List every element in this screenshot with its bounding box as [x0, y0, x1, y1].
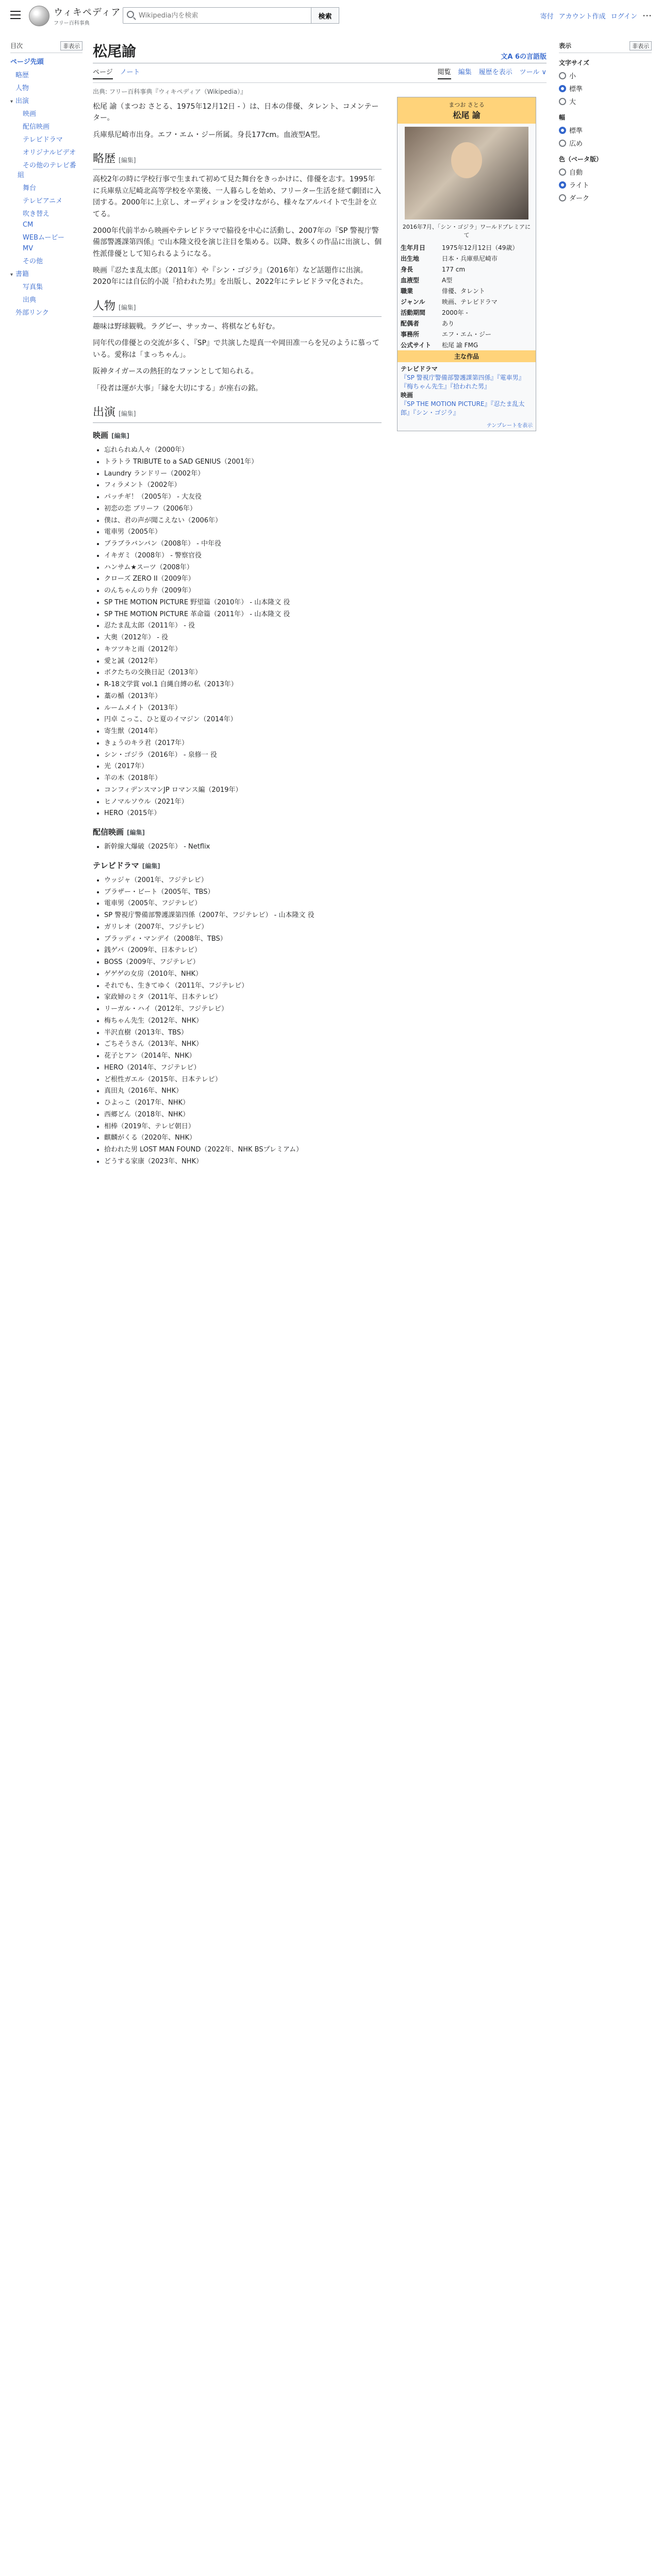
- list-item[interactable]: • それでも、生きてゆく（2011年、フジテレビ）: [104, 980, 548, 992]
- tab-tools[interactable]: ツール ∨: [519, 69, 547, 76]
- list-item[interactable]: • ゲゲゲの女房（2010年、NHK）: [104, 969, 548, 980]
- width-heading: 幅: [559, 114, 566, 121]
- list-item[interactable]: • 電車男（2005年、フジテレビ）: [104, 898, 548, 910]
- person-paragraph: 趣味は野球観戦。ラグビー、サッカー、将棋なども好む。: [93, 323, 280, 331]
- text-size-option[interactable]: [559, 69, 652, 82]
- list-item[interactable]: • きょうのキラ君（2017年）: [104, 738, 548, 750]
- radio-icon[interactable]: [559, 127, 566, 134]
- toc-item-label: その他のテレビ番組: [18, 162, 76, 179]
- toc-item-label: 吹き替え: [23, 210, 50, 218]
- text-size-option-label: 標準: [569, 86, 583, 93]
- infobox-row: [398, 275, 536, 285]
- list-item[interactable]: • ブラッディ・マンデイ（2008年、TBS）: [104, 934, 548, 945]
- list-item[interactable]: • シン・ゴジラ（2016年） - 泉修一 役: [104, 750, 548, 761]
- infobox-works-header: 主な作品: [398, 350, 536, 362]
- infobox-works-film-heading: 映画: [401, 392, 413, 399]
- infobox-row: [398, 329, 536, 340]
- infobox-label: 職業: [401, 287, 413, 295]
- infobox-row: [398, 340, 536, 350]
- toc-item[interactable]: [10, 107, 82, 120]
- list-item[interactable]: • のんちゃんのり弁（2009年）: [104, 585, 548, 597]
- list-item[interactable]: • ひよっこ（2017年、NHK）: [104, 1097, 548, 1109]
- infobox-row: [398, 296, 536, 307]
- width-option[interactable]: [559, 124, 652, 137]
- list-item[interactable]: • ルームメイト（2013年）: [104, 703, 548, 715]
- section-heading-bio: 略歴 [編集]: [93, 150, 382, 170]
- list-item[interactable]: • 拾われた男 LOST MAN FOUND（2022年、NHK BSプレミアム）: [104, 1144, 548, 1156]
- person-paragraph: 阪神タイガースの熱狂的なファンとして知られる。: [93, 367, 258, 376]
- search-icon: [127, 11, 134, 18]
- toc-item[interactable]: [10, 243, 82, 254]
- toc-item-label: 書籍: [15, 270, 29, 278]
- infobox-value: 2000年 -: [442, 309, 468, 316]
- infobox-works-film[interactable]: 『SP THE MOTION PICTURE』『忍たま乱太郎』『シン・ゴジラ』: [401, 400, 525, 416]
- tv-list: [104, 875, 548, 1168]
- infobox-photo[interactable]: [405, 127, 528, 219]
- edit-link[interactable]: [編集]: [142, 862, 160, 870]
- infobox-value: あり: [442, 320, 455, 327]
- login-link[interactable]: ログイン: [610, 13, 637, 21]
- infobox-value: A型: [442, 277, 453, 284]
- tab-edit[interactable]: 編集: [458, 69, 472, 76]
- tab-read[interactable]: 閲覧: [438, 66, 451, 79]
- toc-item[interactable]: [10, 280, 82, 293]
- toc-item[interactable]: [10, 181, 82, 194]
- color-heading: 色（ベータ版）: [559, 156, 603, 163]
- toc-item-label: 出典: [23, 296, 37, 304]
- toc-item-label: 配信映画: [23, 123, 50, 131]
- list-item[interactable]: • 忘れられぬ人々（2000年）: [104, 445, 548, 456]
- globe-logo-icon: [29, 6, 49, 26]
- page-title: 松尾諭: [93, 43, 137, 60]
- list-item[interactable]: • リーガル・ハイ（2012年、フジテレビ）: [104, 1004, 548, 1015]
- toc-item[interactable]: [10, 219, 82, 230]
- section-heading-person: 人物 [編集]: [93, 297, 382, 317]
- search-input[interactable]: [123, 7, 311, 24]
- color-option[interactable]: [559, 191, 652, 204]
- toc-item[interactable]: [10, 207, 82, 219]
- list-item[interactable]: • 半沢直樹（2013年、TBS）: [104, 1027, 548, 1039]
- list-item[interactable]: • 電車男（2005年）: [104, 527, 548, 538]
- list-item[interactable]: • 西郷どん（2018年、NHK）: [104, 1109, 548, 1121]
- list-item[interactable]: • HERO（2014年、フジテレビ）: [104, 1062, 548, 1074]
- toc-item-label: WEBムービー: [23, 234, 64, 242]
- edit-link[interactable]: [編集]: [127, 829, 145, 837]
- list-item[interactable]: • 藁の楯（2013年）: [104, 691, 548, 703]
- list-item[interactable]: • 銭ゲバ（2009年、日本テレビ）: [104, 945, 548, 957]
- toc-item-label: 外部リンク: [15, 309, 49, 317]
- list-item[interactable]: • クローズ ZERO II（2009年）: [104, 573, 548, 585]
- vod-list: [104, 841, 548, 853]
- list-item[interactable]: • SP THE MOTION PICTURE 野望篇（2010年） - 山本隆文 役: [104, 597, 548, 609]
- infobox-label: 事務所: [401, 331, 420, 338]
- radio-icon[interactable]: [559, 98, 566, 105]
- list-item[interactable]: • ヒノマルソウル（2021年）: [104, 796, 548, 808]
- toc-item[interactable]: [10, 81, 82, 94]
- list-item[interactable]: • どうする家康（2023年、NHK）: [104, 1156, 548, 1168]
- radio-icon[interactable]: [559, 181, 566, 189]
- toc-item-label: 写真集: [23, 283, 43, 291]
- site-header: [0, 0, 662, 31]
- donate-link[interactable]: 寄付: [540, 13, 554, 21]
- toc-item-label: MV: [23, 245, 34, 252]
- create-account-link[interactable]: アカウント作成: [558, 13, 606, 21]
- toc-top-link[interactable]: ページ先頭: [10, 58, 44, 66]
- list-item[interactable]: • 寄生獣（2014年）: [104, 726, 548, 738]
- list-item[interactable]: • 家政婦のミタ（2011年、日本テレビ）: [104, 992, 548, 1004]
- list-item[interactable]: • 花子とアン（2014年、NHK）: [104, 1050, 548, 1062]
- language-button[interactable]: 文A 6の言語版: [501, 53, 547, 61]
- edit-link[interactable]: [編集]: [119, 303, 136, 311]
- list-item[interactable]: • ガリレオ（2007年、フジテレビ）: [104, 922, 548, 934]
- toc-item-label: その他: [23, 258, 43, 265]
- list-item[interactable]: • 光（2017年）: [104, 761, 548, 773]
- list-item[interactable]: • 羊の木（2018年）: [104, 773, 548, 785]
- list-item[interactable]: • トラトラ TRIBUTE to a SAD GENIUS（2001年）: [104, 456, 548, 468]
- radio-icon[interactable]: [559, 140, 566, 147]
- toc-item[interactable]: [10, 194, 82, 207]
- toc-item[interactable]: [10, 230, 82, 243]
- person-paragraph: 「役者は運が大事」「縁を大切にする」が座右の銘。: [93, 384, 262, 393]
- toc-item[interactable]: [10, 267, 82, 280]
- list-item[interactable]: • ど根性ガエル（2015年、日本テレビ）: [104, 1074, 548, 1086]
- toc-item[interactable]: [10, 158, 82, 181]
- toc-hide-button[interactable]: 非表示: [60, 41, 82, 50]
- infobox-value: 1975年12月12日（49歳）: [442, 244, 519, 251]
- infobox-value: 日本・兵庫県尼崎市: [442, 255, 498, 262]
- list-item[interactable]: • 相棒（2019年、テレビ朝日）: [104, 1121, 548, 1133]
- list-item[interactable]: • 円卓 こっこ、ひと夏のイマジン（2014年）: [104, 714, 548, 726]
- toc-item[interactable]: [10, 120, 82, 132]
- infobox-row: [398, 242, 536, 253]
- list-item[interactable]: • ハンサム★スーツ（2008年）: [104, 562, 548, 574]
- list-item[interactable]: • ボクたちの交換日記（2013年）: [104, 667, 548, 679]
- toc-item[interactable]: [10, 132, 82, 145]
- toc-item-label: 舞台: [23, 184, 37, 192]
- tab-page[interactable]: ページ: [93, 66, 113, 79]
- color-option-label: 自動: [569, 169, 583, 177]
- toc-item-label: 略歴: [15, 72, 29, 79]
- list-item[interactable]: • ブラブラバンバン（2008年） - 中年役: [104, 538, 548, 550]
- toc-item-label: オリジナルビデオ: [23, 149, 76, 157]
- toc-item[interactable]: [10, 306, 82, 318]
- toc-item-label: CM: [23, 221, 34, 229]
- more-options-icon[interactable]: ⋯: [642, 10, 652, 21]
- infobox-works-tv[interactable]: 『SP 警視庁警備部警護課第四係』『電車男』『梅ちゃん先生』『拾われた男』: [401, 374, 525, 390]
- infobox-label: 身長: [401, 266, 413, 273]
- infobox-row: [398, 264, 536, 275]
- chevron-down-icon: ▾: [10, 272, 13, 278]
- infobox-works-tv-heading: テレビドラマ: [401, 365, 438, 372]
- tab-history[interactable]: 履歴を表示: [478, 69, 512, 76]
- toc-item[interactable]: [10, 145, 82, 158]
- from-wikipedia: 出典: フリー百科事典『ウィキペディア（Wikipedia）』: [93, 88, 247, 95]
- list-item[interactable]: • ウッジャ（2001年、フジテレビ）: [104, 875, 548, 887]
- list-item[interactable]: • SP THE MOTION PICTURE 革命篇（2011年） - 山本隆文 役: [104, 609, 548, 621]
- bio-paragraph: 高校2年の時に学校行事で生まれて初めて見た舞台をきっかけに、俳優を志す。1995年に兵庫県立尼崎北高等学校を卒業後、一人暮らしを始め、フリーター生活を経て劇団に入団する。2000年に上京し、オーディションを受けながら、様々なアルバイトで生計を立てる。: [93, 175, 381, 218]
- infobox-value: 177 cm: [442, 265, 466, 273]
- appearance-title: 表示: [559, 42, 572, 49]
- list-item[interactable]: • 忍たま乱太郎（2011年） - 役: [104, 620, 548, 632]
- bio-paragraph: 2000年代前半から映画やテレビドラマで脇役を中心に活動し、2007年の『SP 警視庁警備部警護課第四係』で山本隆文役を演じ注目を集める。以降、数多くの作品に出演し、個性派俳優として知られるようになる。: [93, 226, 382, 258]
- list-item[interactable]: • パッチギ！（2005年） - 大友役: [104, 492, 548, 503]
- text-size-option-label: 小: [569, 73, 576, 80]
- toc-item-label: 人物: [15, 84, 29, 92]
- color-option-label: ダーク: [569, 195, 590, 202]
- width-option[interactable]: [559, 137, 652, 149]
- radio-icon[interactable]: [559, 85, 566, 92]
- list-item[interactable]: • コンフィデンスマンJP ロマンス編（2019年）: [104, 785, 548, 796]
- bio-paragraph: 映画『忍たま乱太郎』（2011年）や『シン・ゴジラ』（2016年）など話題作に出演。2020年には自伝的小説『拾われた男』を出版し、2022年にテレビドラマ化された。: [93, 266, 368, 286]
- toc-item-label: テレビドラマ: [23, 136, 63, 144]
- list-item[interactable]: • イキガミ（2008年） - 警察官役: [104, 550, 548, 562]
- infobox-value: 映画、テレビドラマ: [442, 298, 498, 306]
- radio-icon[interactable]: [559, 194, 566, 201]
- tab-talk[interactable]: ノート: [120, 69, 140, 76]
- list-item[interactable]: • 真田丸（2016年、NHK）: [104, 1086, 548, 1097]
- person-paragraph: 同年代の俳優との交流が多く、『SP』で共演した堤真一や岡田准一らを兄のように慕っている。愛称は「まっちゃん」。: [93, 339, 380, 359]
- text-size-option[interactable]: [559, 82, 652, 95]
- toc-item-label: 出演: [15, 97, 29, 105]
- infobox-template-link[interactable]: テンプレートを表示: [486, 423, 533, 429]
- list-item[interactable]: • キツツキと雨（2012年）: [104, 644, 548, 656]
- edit-link[interactable]: [編集]: [119, 410, 136, 418]
- infobox-kana: まつお さとる: [449, 101, 485, 108]
- infobox: [397, 97, 536, 431]
- infobox-value: 松尾 諭 FMG: [442, 342, 478, 349]
- width-option-label: 標準: [569, 127, 583, 135]
- text-size-option[interactable]: [559, 95, 652, 108]
- list-item[interactable]: • フィラメント（2002年）: [104, 480, 548, 492]
- chevron-down-icon: ▾: [10, 99, 13, 105]
- list-item[interactable]: • BOSS（2009年、フジテレビ）: [104, 957, 548, 969]
- main-content: [93, 31, 547, 1173]
- section-heading-works: 出演 [編集]: [93, 403, 382, 423]
- wikipedia-logo[interactable]: [29, 5, 121, 26]
- infobox-row: [398, 253, 536, 264]
- toc-item-label: テレビアニメ: [23, 197, 63, 205]
- list-item[interactable]: • HERO（2015年）: [104, 808, 548, 820]
- list-item[interactable]: • 大奥（2012年） - 役: [104, 632, 548, 644]
- infobox-label: 配偶者: [401, 320, 420, 327]
- list-item[interactable]: • 新幹線大爆破（2025年） - Netflix: [104, 841, 548, 853]
- intro-paragraph: 松尾 諭（まつお さとる、1975年12月12日 - ）は、日本の俳優、タレント、コメンテーター。: [93, 103, 379, 123]
- infobox-row: [398, 307, 536, 318]
- list-item[interactable]: • 愛と誠（2012年）: [104, 656, 548, 668]
- infobox-label: 公式サイト: [401, 342, 432, 349]
- search-form: [123, 7, 339, 24]
- edit-link[interactable]: [編集]: [111, 432, 129, 440]
- toc-item[interactable]: [10, 254, 82, 267]
- list-item[interactable]: • Laundry ランドリー（2002年）: [104, 468, 548, 480]
- infobox-label: 血液型: [401, 277, 420, 284]
- color-option-label: ライト: [569, 182, 589, 190]
- infobox-value: エフ・エム・ジー: [442, 331, 492, 338]
- logo-subtitle: フリー百科事典: [54, 21, 90, 26]
- user-links: [540, 10, 652, 21]
- search-button[interactable]: 検索: [311, 7, 339, 24]
- infobox-row: [398, 318, 536, 329]
- list-item[interactable]: • 梅ちゃん先生（2012年、NHK）: [104, 1015, 548, 1027]
- radio-icon[interactable]: [559, 72, 566, 79]
- list-item[interactable]: • 僕は、君の声が聞こえない（2006年）: [104, 515, 548, 527]
- edit-link[interactable]: [編集]: [119, 157, 136, 164]
- list-item[interactable]: • R-18文学賞 vol.1 自縄自縛の私（2013年）: [104, 679, 548, 691]
- infobox-label: 出生地: [401, 255, 420, 262]
- list-item[interactable]: • 麒麟がくる（2020年、NHK）: [104, 1132, 548, 1144]
- infobox-label: 生年月日: [401, 244, 426, 251]
- infobox-label: ジャンル: [401, 298, 425, 306]
- text-size-option-label: 大: [569, 98, 576, 106]
- logo-title: ウィキペディア: [54, 7, 121, 18]
- appearance-hide-button[interactable]: 非表示: [630, 41, 652, 50]
- list-item[interactable]: • ごちそうさん（2013年、NHK）: [104, 1039, 548, 1050]
- infobox-caption: 2016年7月、「シン・ゴジラ」ワールドプレミアにて: [402, 224, 531, 239]
- color-option[interactable]: [559, 178, 652, 191]
- list-item[interactable]: • ブラザー・ビート（2005年、TBS）: [104, 887, 548, 899]
- appearance-sidebar: [559, 41, 652, 204]
- subsection-heading-tv: テレビドラマ [編集]: [93, 860, 160, 870]
- toc-item[interactable]: [10, 293, 82, 306]
- infobox-table: [398, 242, 536, 350]
- list-item[interactable]: • 初恋の恋 ブリーフ（2006年）: [104, 503, 548, 515]
- width-option-label: 広め: [569, 140, 583, 148]
- infobox-row: [398, 285, 536, 296]
- intro-paragraph: 兵庫県尼崎市出身。エフ・エム・ジー所属。身長177cm。血液型A型。: [93, 130, 325, 139]
- toc-title: 目次: [10, 42, 23, 49]
- text-size-heading: 文字サイズ: [559, 59, 590, 66]
- toc-item[interactable]: [10, 68, 82, 81]
- film-list: [104, 445, 548, 820]
- infobox-label: 活動期間: [401, 309, 426, 316]
- infobox-value: 俳優、タレント: [442, 287, 485, 295]
- toc-item-label: 映画: [23, 110, 37, 118]
- main-menu-icon[interactable]: [8, 8, 23, 23]
- color-option[interactable]: [559, 165, 652, 178]
- toc-item[interactable]: [10, 94, 82, 107]
- subsection-heading-vod: 配信映画 [編集]: [93, 827, 145, 837]
- toc-sidebar: [10, 41, 82, 318]
- radio-icon[interactable]: [559, 168, 566, 176]
- subsection-heading-film: 映画 [編集]: [93, 431, 129, 440]
- infobox-name: 松尾 諭: [453, 110, 481, 120]
- list-item[interactable]: • SP 警視庁警備部警護課第四係（2007年、フジテレビ） - 山本隆文 役: [104, 910, 548, 922]
